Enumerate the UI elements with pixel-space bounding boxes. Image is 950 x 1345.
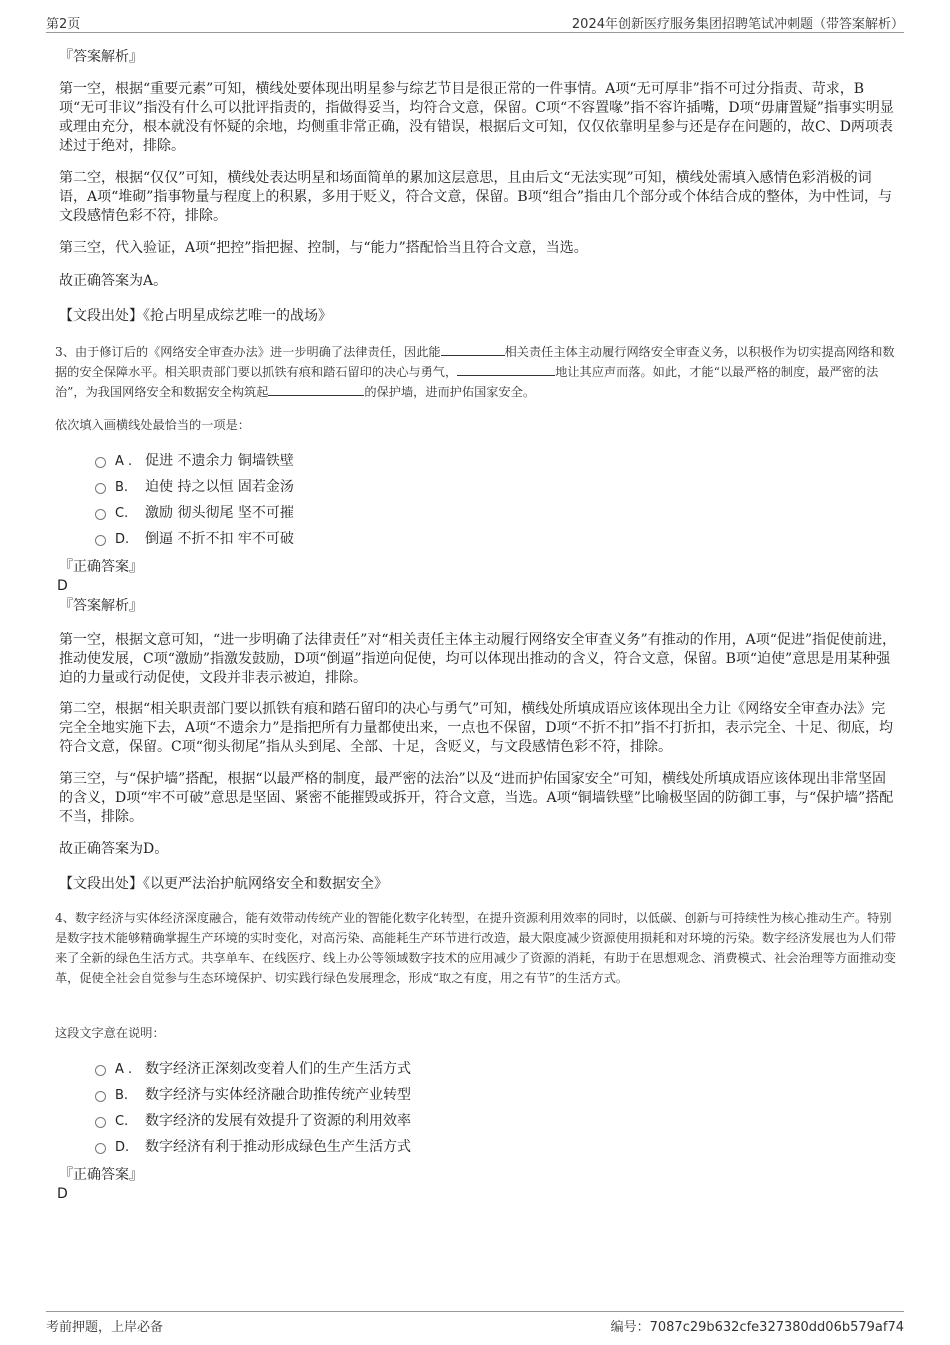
q3-blank-1: [441, 342, 505, 356]
footer-slogan: 考前押题，上岸必备: [46, 1320, 164, 1335]
q3-prompt: 依次填入画横线处最恰当的一项是：: [55, 418, 250, 432]
q3-option-c[interactable]: C. 激励 彻头彻尾 坚不可摧: [55, 500, 655, 526]
q3-source: 【文段出处】《以更严法治护航网络安全和数据安全》: [59, 876, 388, 892]
q3-analysis-para-2: 第二空，根据“相关职责部门要以抓铁有痕和踏石留印的决心与勇气”可知，横线处所填成语应该体现出全力让《网络安全审查办法》完完全全地实施下去，A项“不遗余力”是指把所有力量都使出来，一点也不保留，D项“不折不扣”指不打折扣，表示完全、十足、彻底，均符合文意，保留。C项“彻头彻尾”指从头到尾、全部、十足，含贬义，与文段感情色彩不符，排除。: [59, 701, 893, 755]
page-header: [46, 10, 904, 33]
q2-analysis-label: 『答案解析』: [59, 49, 143, 65]
page-number: 第2页: [46, 17, 81, 32]
q2-analysis-para-1: 第一空，根据“重要元素”可知，横线处要体现出明星参与综艺节目是很正常的一件事情。A项“无可厚非”指不可过分指责、苛求，B项“无可非议”指没有什么可以批评指责的，指做得妥当，均符合文意，保留。C项“不容置喙”指不容许插嘴，D项“毋庸置疑”指事实明显或理由充分，根本就没有怀疑的余地，均侧重非常正确，没有错误，根据后文可知，仅仅依靠明星参与还是存在问题的，故C、D两项表述过于绝对，排除。: [59, 81, 894, 154]
q2-answer-conclusion: 故正确答案为A。: [59, 273, 168, 289]
q3-option-a[interactable]: A . 促进 不遗余力 铜墙铁壁: [55, 448, 655, 474]
q4-option-b[interactable]: B. 数字经济与实体经济融合助推传统产业转型: [55, 1082, 655, 1108]
q3-analysis-label: 『答案解析』: [59, 598, 143, 614]
q2-analysis-para-2: 第二空，根据“仅仅”可知，横线处表达明星和场面简单的累加这层意思，且由后文“无法实现”可知，横线处需填入感情色彩消极的词语，A项“堆砌”指事物量与程度上的积累，多用于贬义，符合文意，保留。B项“组合”指由几个部分或个体结合成的整体，为中性词，与文段感情色彩不符，排除。: [59, 170, 893, 224]
radio-icon[interactable]: [95, 509, 106, 520]
q4-answer: D: [57, 1186, 68, 1202]
q3-answer-conclusion: 故正确答案为D。: [59, 841, 169, 857]
radio-icon[interactable]: [95, 535, 106, 546]
q3-answer-label: 『正确答案』: [59, 559, 143, 575]
page-footer: [46, 1311, 904, 1340]
q3-blank-2: [457, 362, 555, 376]
q4-stem: 4、数字经济与实体经济深度融合，能有效带动传统产业的智能化数字化转型，在提升资源利用效率的同时，以低碳、创新与可持续性为核心推动生产。特别是数字技术能够精确掌握生产环境的实时变化，对高污染、高能耗生产环节进行改造，最大限度减少资源使用损耗和对环境的污染。数字经济发展也为人们带来了全新的绿色生活方式。共享单车、在线医疗、线上办公等领域数字技术的应用减少了资源的消耗，有助于在思想观念、消费模式、社会治理等方面推动变革，促使全社会自觉参与生态环境保护、切实践行绿色发展理念，形成“取之有度，用之有节”的生活方式。: [55, 911, 896, 985]
q3-answer: D: [57, 578, 68, 594]
radio-icon[interactable]: [95, 483, 106, 494]
radio-icon[interactable]: [95, 457, 106, 468]
document-id: 编号：7087c29b632cfe327380dd06b579af74: [610, 1320, 904, 1335]
q4-answer-label: 『正确答案』: [59, 1167, 143, 1183]
q4-option-c[interactable]: C. 数字经济的发展有效提升了资源的利用效率: [55, 1108, 655, 1134]
q4-option-a[interactable]: A . 数字经济正深刻改变着人们的生产生活方式: [55, 1056, 655, 1082]
q4-prompt: 这段文字意在说明：: [55, 1026, 165, 1040]
q2-analysis-para-3: 第三空，代入验证，A项“把控”指把握、控制，与“能力”搭配恰当且符合文意，当选。: [59, 240, 588, 256]
radio-icon[interactable]: [95, 1065, 106, 1076]
q4-option-d[interactable]: D. 数字经济有利于推动形成绿色生产生活方式: [55, 1134, 655, 1160]
q3-stem: 3、由于修订后的《网络安全审查办法》进一步明确了法律责任，因此能 相关责任主体主动履行网络安全审查义务，以积极作为切实提高网络和数据的安全保障水平。相关职责部门要以抓铁有痕和踏石留印的决心与勇气， 地让其应声而落。如此，才能“以最严格的制度，最严密的法治”，为我国网络安全和数据安全构筑起 的保护墙，进而护佑国家安全。: [55, 342, 900, 402]
q2-source: 【文段出处】《抢占明星成综艺唯一的战场》: [59, 308, 332, 324]
q3-analysis-para-3: 第三空，与“保护墙”搭配，根据“以最严格的制度，最严密的法治”以及“进而护佑国家安全”可知，横线处所填成语应该体现出非常坚固的含义，D项“牢不可破”意思是坚固、紧密不能摧毁或拆开，符合文意，当选。A项“铜墙铁壁”比喻极坚固的防御工事，与“保护墙”搭配不当，排除。: [59, 771, 894, 825]
q4-options: [55, 1056, 655, 1160]
q3-option-b[interactable]: B. 迫使 持之以恒 固若金汤: [55, 474, 655, 500]
document-title: 2024年创新医疗服务集团招聘笔试冲刺题（带答案解析）: [571, 17, 904, 32]
q3-analysis-para-1: 第一空，根据文意可知，“进一步明确了法律责任”对“相关责任主体主动履行网络安全审查义务”有推动的作用，A项“促进”指促使前进，推动使发展，C项“激励”指激发鼓励，D项“倒逼”指逆向促使，均可以体现出推动的含义，符合文意，保留。B项“迫使”意思是用某种强迫的力量或行动促使，文段并非表示被迫，排除。: [59, 632, 897, 686]
q3-option-d[interactable]: D. 倒逼 不折不扣 牢不可破: [55, 526, 655, 552]
radio-icon[interactable]: [95, 1091, 106, 1102]
radio-icon[interactable]: [95, 1117, 106, 1128]
q3-blank-3: [268, 382, 364, 396]
q3-options: [55, 448, 655, 552]
radio-icon[interactable]: [95, 1143, 106, 1154]
